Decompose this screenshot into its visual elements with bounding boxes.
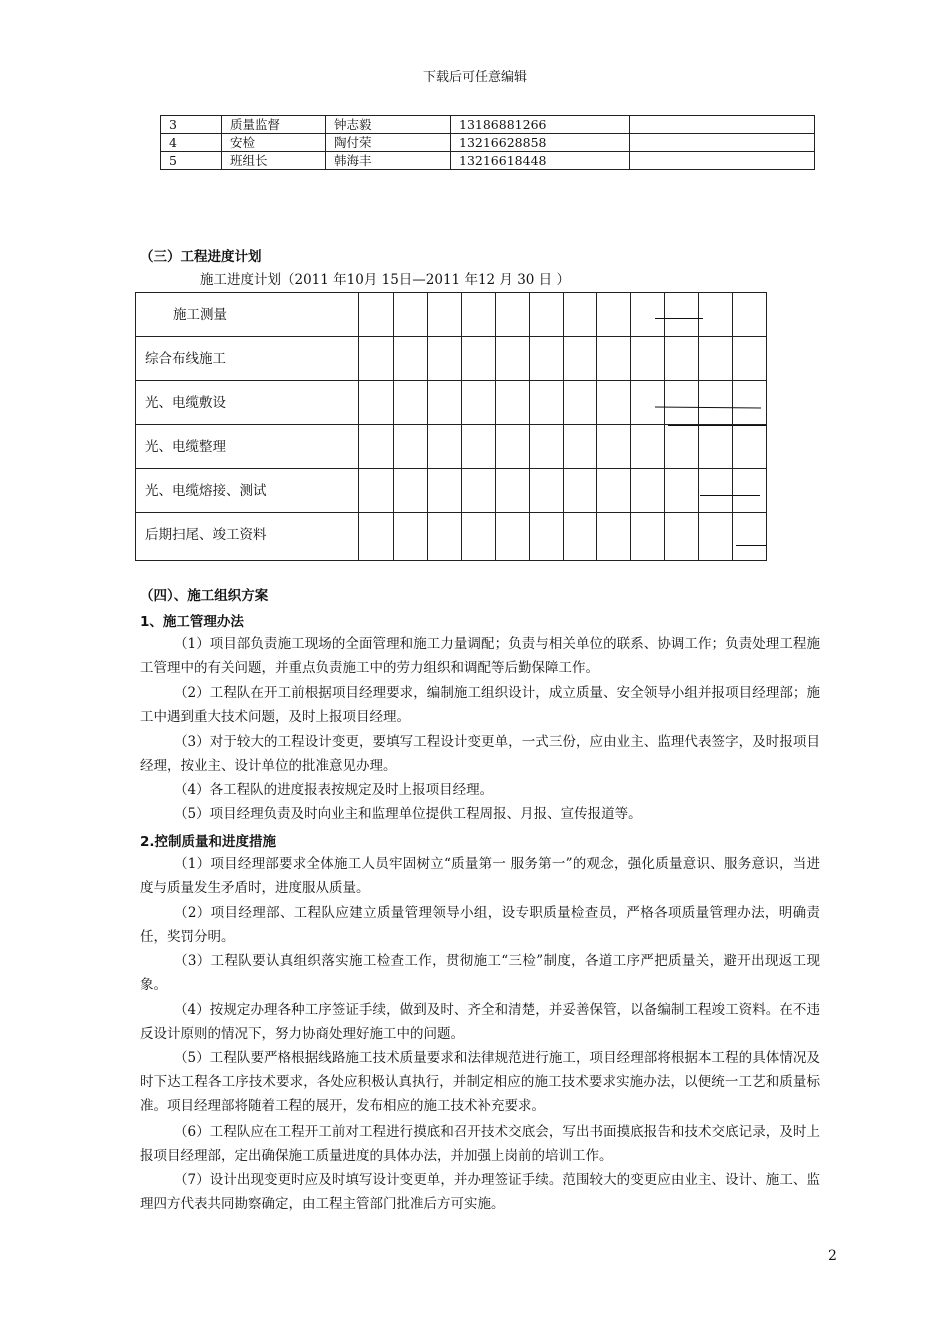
gantt-gridline bbox=[630, 293, 631, 560]
gantt-gridline bbox=[461, 293, 462, 560]
gantt-bar bbox=[700, 495, 760, 496]
page-header: 下载后可任意编辑 bbox=[422, 70, 527, 85]
gantt-task-label: 后期扫尾、竣工资料 bbox=[136, 513, 359, 560]
gantt-gridline bbox=[596, 293, 597, 560]
gantt-bar bbox=[736, 545, 766, 546]
contact-note bbox=[630, 152, 815, 170]
contact-row bbox=[161, 134, 815, 152]
section3-heading: （三）工程进度计划 bbox=[140, 249, 262, 265]
sub2-para-5: （5）工程队要严格根据线路施工技术质量要求和法律规范进行施工，项目经理部将根据本工程的具体情况及时下达工程各工序技术要求，各处应积极认真执行，并制定相应的施工技术要求实施办法，以便统一工艺和质量标准。项目经理部将随着工程的展开，发布相应的施工技术补充要求。 bbox=[140, 1050, 820, 1114]
sub1-para-2: （2）工程队在开工前根据项目经理要求，编制施工组织设计，成立质量、安全领导小组并报项目经理部；施工中遇到重大技术问题，及时上报项目经理。 bbox=[140, 685, 820, 725]
contact-phone: 13186881266 bbox=[451, 116, 630, 134]
gantt-gridline bbox=[393, 293, 394, 560]
gantt-row bbox=[136, 513, 766, 560]
sub1-heading: 1、施工管理办法 bbox=[140, 614, 244, 630]
gantt-gridline bbox=[495, 293, 496, 560]
contact-phone: 13216628858 bbox=[451, 134, 630, 152]
contact-role: 安检 bbox=[222, 134, 326, 152]
gantt-task-label: 光、电缆整理 bbox=[136, 425, 359, 468]
contacts-table bbox=[160, 115, 815, 170]
gantt-row bbox=[136, 337, 766, 381]
gantt-chart bbox=[135, 292, 767, 561]
contact-no: 4 bbox=[161, 134, 222, 152]
contact-role: 质量监督 bbox=[222, 116, 326, 134]
contact-note bbox=[630, 116, 815, 134]
contact-no: 3 bbox=[161, 116, 222, 134]
gantt-gridline bbox=[563, 293, 564, 560]
gantt-gridline bbox=[427, 293, 428, 560]
contact-role: 班组长 bbox=[222, 152, 326, 170]
contact-name: 钟志毅 bbox=[326, 116, 451, 134]
gantt-gridline bbox=[529, 293, 530, 560]
contact-phone: 13216618448 bbox=[451, 152, 630, 170]
contact-name: 陶付荣 bbox=[326, 134, 451, 152]
contact-name: 韩海丰 bbox=[326, 152, 451, 170]
gantt-gridline bbox=[732, 293, 733, 560]
gantt-row bbox=[136, 381, 766, 425]
gantt-row bbox=[136, 293, 766, 337]
gantt-bar bbox=[655, 318, 703, 319]
sub2-para-6: （6）工程队应在工程开工前对工程进行摸底和召开技术交底会，写出书面摸底报告和技术交底记录，及时上报项目经理部，定出确保施工质量进度的具体办法，并加强上岗前的培训工作。 bbox=[140, 1124, 820, 1164]
gantt-task-label: 施工测量 bbox=[136, 293, 359, 336]
sub1-para-3: （3）对于较大的工程设计变更，要填写工程设计变更单，一式三份，应由业主、监理代表签字，及时报项目经理，按业主、设计单位的批准意见办理。 bbox=[140, 734, 820, 774]
contact-row bbox=[161, 152, 815, 170]
sub2-para-1: （1）项目经理部要求全体施工人员牢固树立“质量第一 服务第一”的观念，强化质量意识、服务意识，当进度与质量发生矛盾时，进度服从质量。 bbox=[140, 856, 820, 896]
gantt-task-label: 光、电缆敷设 bbox=[136, 381, 359, 424]
sub2-para-3: （3）工程队要认真组织落实施工检查工作，贯彻施工“三检”制度，各道工序严把质量关，避开出现返工现象。 bbox=[140, 953, 820, 993]
gantt-row bbox=[136, 469, 766, 513]
gantt-bar bbox=[668, 425, 766, 426]
gantt-gridline bbox=[698, 293, 699, 560]
sub2-para-2: （2）项目经理部、工程队应建立质量管理领导小组，设专职质量检查员，严格各项质量管理办法，明确责任，奖罚分明。 bbox=[140, 905, 820, 945]
sub2-para-7: （7）设计出现变更时应及时填写设计变更单，并办理签证手续。范围较大的变更应由业主、设计、施工、监理四方代表共同勘察确定，由工程主管部门批准后方可实施。 bbox=[140, 1172, 820, 1212]
section4-heading: （四）、施工组织方案 bbox=[140, 588, 269, 604]
gantt-task-label: 综合布线施工 bbox=[136, 337, 359, 380]
sub2-para-4: （4）按规定办理各种工序签证手续，做到及时、齐全和清楚，并妥善保管，以备编制工程竣工资料。在不违反设计原则的情况下，努力协商处理好施工中的问题。 bbox=[140, 1002, 820, 1042]
contact-row bbox=[161, 116, 815, 134]
sub1-para-4: （4）各工程队的进度报表按规定及时上报项目经理。 bbox=[174, 782, 494, 798]
gantt-row bbox=[136, 425, 766, 469]
sub1-para-1: （1）项目部负责施工现场的全面管理和施工力量调配；负责与相关单位的联系、协调工作；负责处理工程施工管理中的有关问题，并重点负责施工中的劳力组织和调配等后勤保障工作。 bbox=[140, 636, 820, 676]
contact-no: 5 bbox=[161, 152, 222, 170]
sub1-para-5: （5）项目经理负责及时向业主和监理单位提供工程周报、月报、宣传报道等。 bbox=[174, 806, 642, 822]
sub2-heading: 2.控制质量和进度措施 bbox=[140, 834, 277, 850]
gantt-gridline bbox=[664, 293, 665, 560]
page-number: 2 bbox=[828, 1248, 837, 1264]
contact-note bbox=[630, 134, 815, 152]
schedule-title: 施工进度计划（2011 年10月 15日—2011 年12 月 30 日 ） bbox=[200, 272, 570, 288]
gantt-task-label: 光、电缆熔接、测试 bbox=[136, 469, 359, 512]
